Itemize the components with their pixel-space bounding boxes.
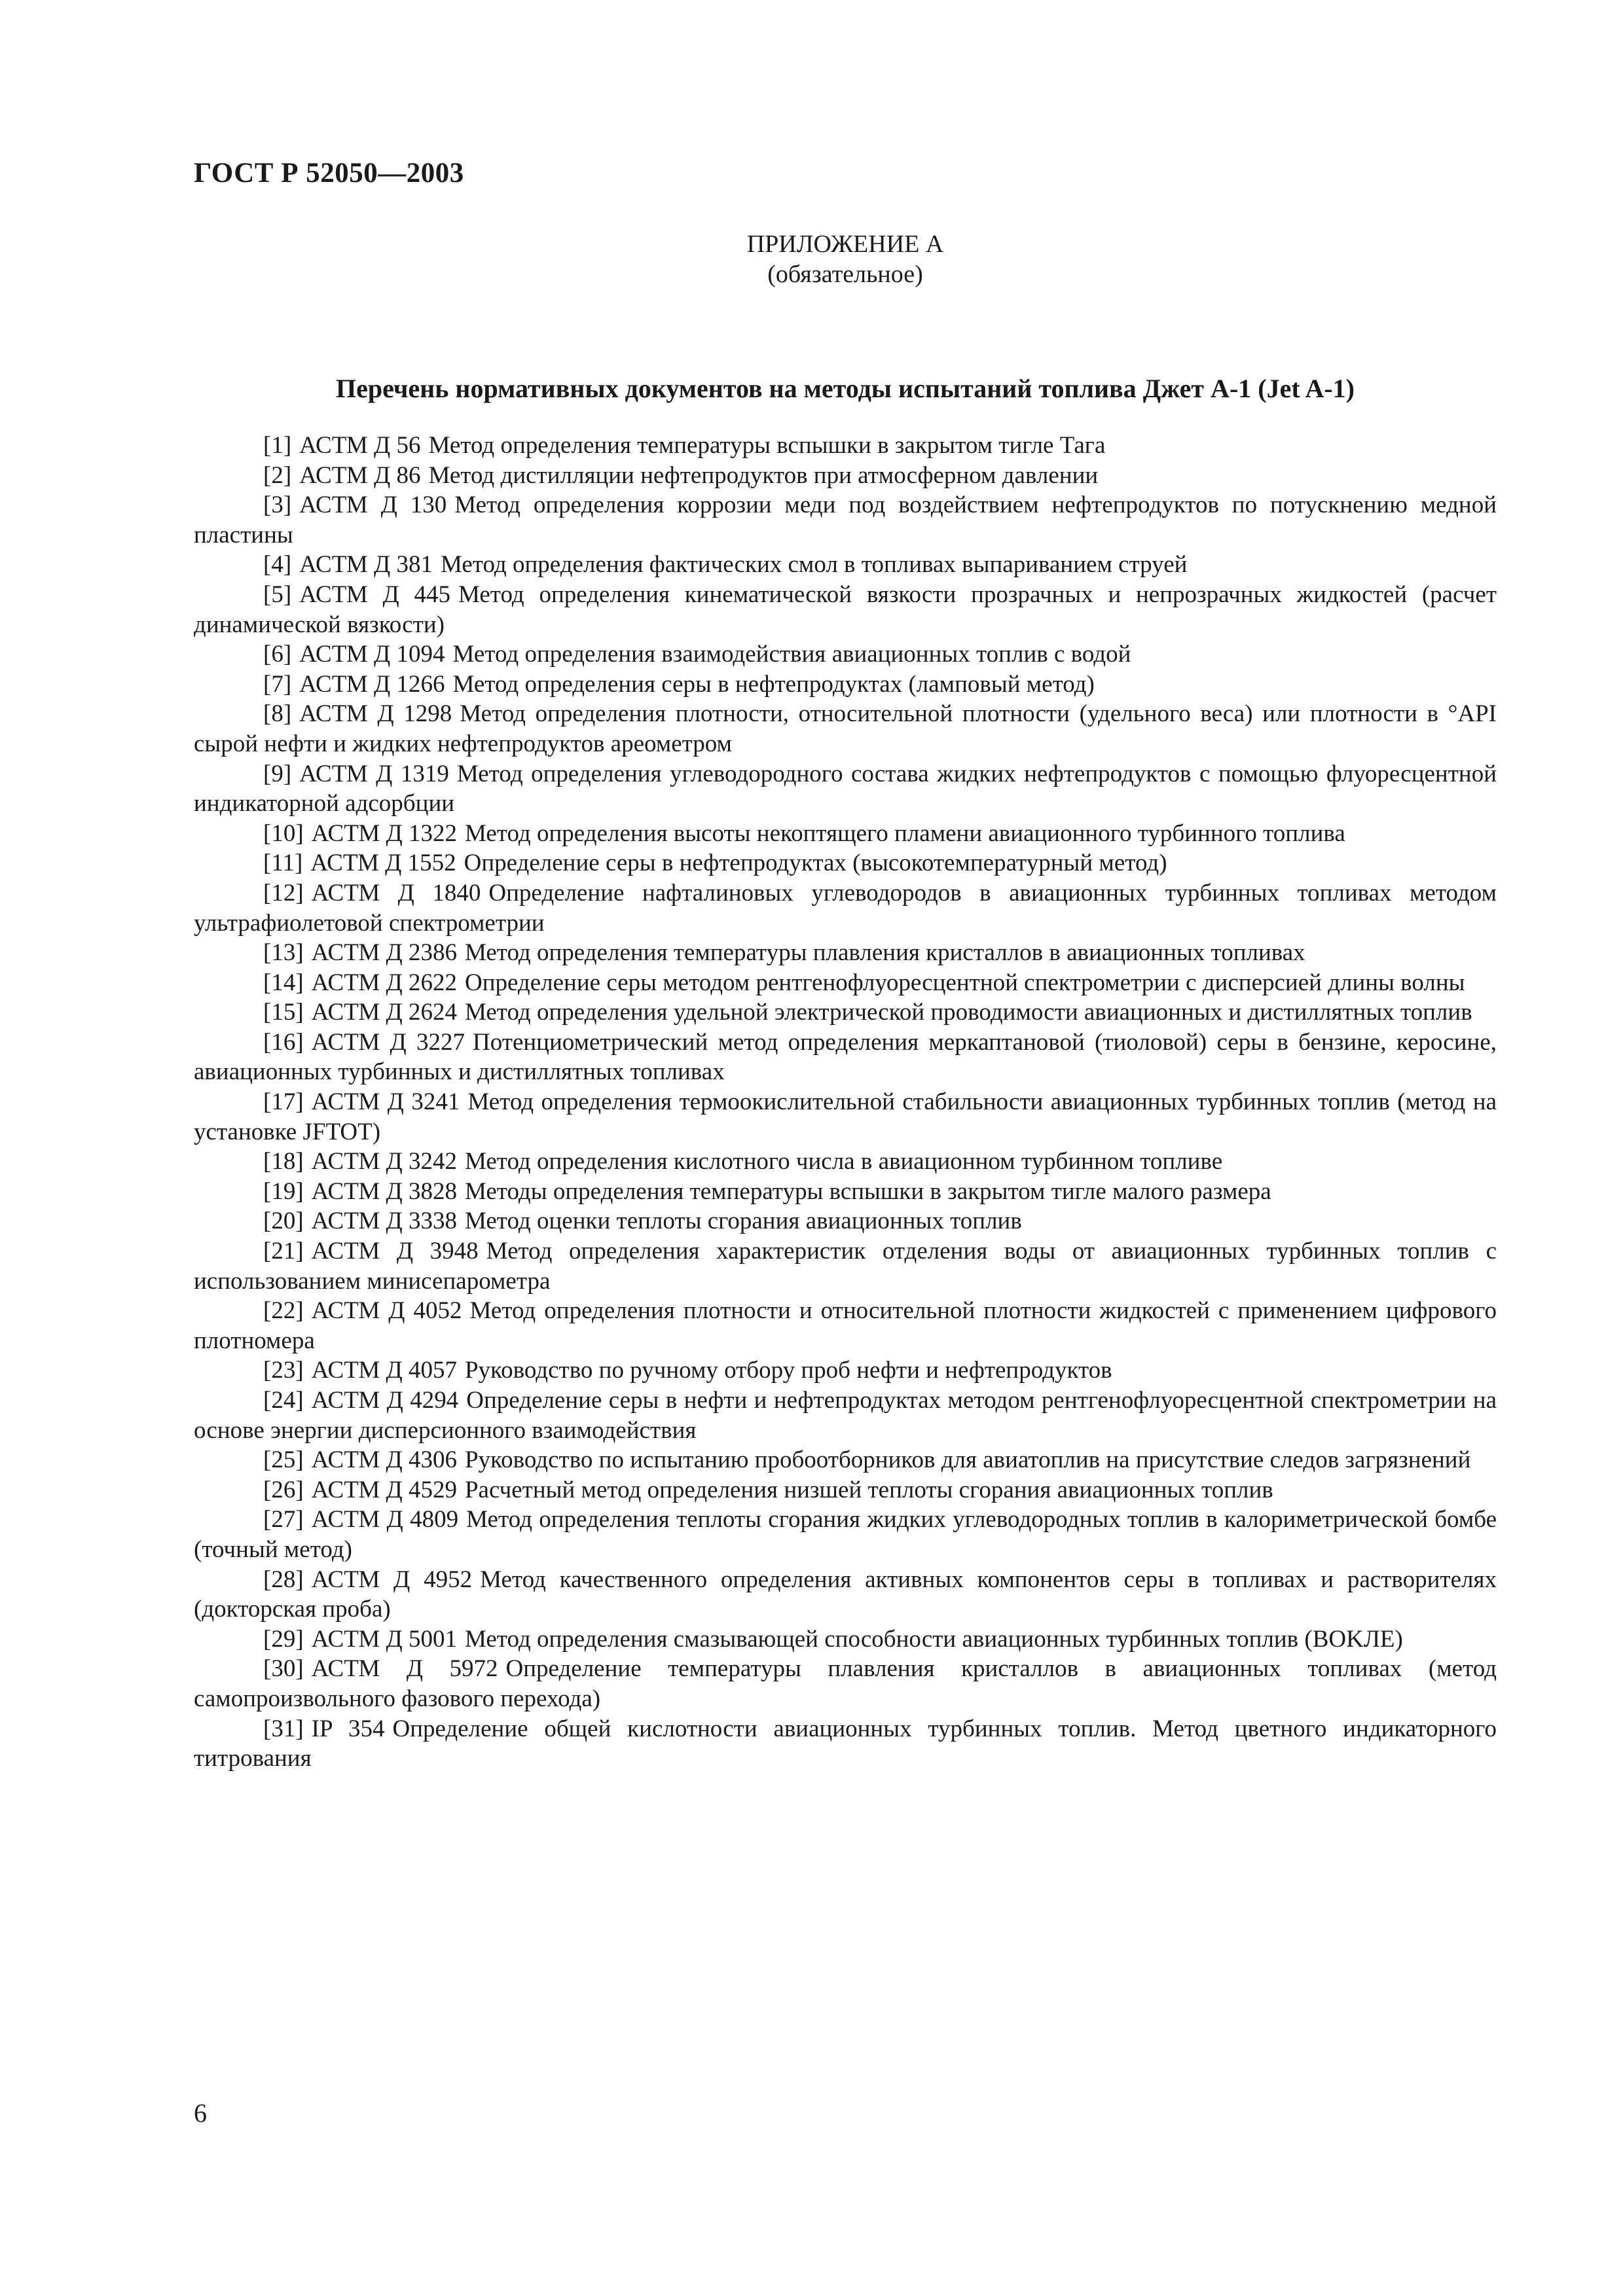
reference-number: [7] [263, 670, 292, 698]
reference-item [194, 1714, 1497, 1774]
reference-number: [13] [263, 939, 304, 967]
reference-title: Определение серы в нефти и нефтепродуктах методом рентгенофлуоресцентной спектрометрии на основе энергии дисперсионного взаимодействия [194, 1387, 1497, 1444]
reference-number: [31] [263, 1715, 304, 1742]
reference-number: [24] [263, 1387, 304, 1414]
reference-item [194, 1028, 1497, 1087]
reference-standard: АСТМ Д 3828 [311, 1177, 457, 1205]
reference-standard: АСТМ Д 4306 [311, 1446, 457, 1474]
reference-title: Метод определения температуры вспышки в закрытом тигле Тага [428, 432, 1106, 459]
reference-item [194, 1505, 1497, 1564]
reference-number: [17] [263, 1088, 304, 1116]
reference-number: [27] [263, 1506, 304, 1534]
reference-item [194, 1087, 1497, 1147]
reference-item [194, 848, 1497, 878]
reference-standard: АСТМ Д 4952 [311, 1566, 473, 1593]
reference-standard: АСТМ Д 3241 [311, 1088, 460, 1116]
reference-standard: АСТМ Д 1094 [299, 641, 445, 668]
reference-item [194, 938, 1497, 968]
reference-item [194, 1355, 1497, 1386]
reference-number: [12] [263, 879, 304, 906]
reference-standard: АСТМ Д 1840 [311, 879, 481, 906]
reference-title: Метод определения кинематической вязкости прозрачных и непрозрачных жидкостей (расчет динамической вязкости) [194, 581, 1497, 638]
reference-standard: АСТМ Д 4294 [311, 1387, 459, 1414]
reference-list [194, 431, 1497, 1774]
reference-item [194, 1236, 1497, 1296]
reference-standard: АСТМ Д 5001 [311, 1625, 457, 1653]
reference-standard: АСТМ Д 4529 [311, 1476, 457, 1503]
reference-standard: АСТМ Д 1552 [310, 850, 456, 877]
reference-title: Расчетный метод определения низшей теплоты сгорания авиационных топлив [464, 1476, 1273, 1503]
reference-item [194, 1206, 1497, 1236]
reference-title: Метод определения удельной электрической проводимости авиационных и дистиллятных топлив [464, 999, 1472, 1026]
reference-item [194, 580, 1497, 639]
reference-number: [25] [263, 1446, 304, 1474]
reference-title: Метод оценки теплоты сгорания авиационных топлив [464, 1208, 1022, 1235]
reference-title: Определение температуры плавления кристаллов в авиационных топливах (метод самопроизвольного фазового перехода) [194, 1655, 1497, 1712]
reference-title: Метод определения термоокислительной стабильности авиационных турбинных топлив (метод на установке JFTOT) [194, 1088, 1497, 1145]
reference-number: [23] [263, 1357, 304, 1384]
reference-number: [4] [263, 551, 292, 579]
reference-title: Определение серы методом рентгенофлуоресцентной спектрометрии с дисперсией длины волны [464, 969, 1465, 996]
reference-number: [10] [263, 819, 304, 847]
reference-item [194, 639, 1497, 670]
reference-item [194, 1177, 1497, 1207]
reference-standard: АСТМ Д 4057 [311, 1357, 457, 1384]
reference-number: [6] [263, 641, 292, 668]
reference-number: [2] [263, 461, 292, 489]
reference-item [194, 997, 1497, 1028]
reference-title: Метод определения смазывающей способности авиационных турбинных топлив (BOKЛE) [464, 1625, 1403, 1653]
reference-standard: АСТМ Д 1266 [299, 670, 445, 698]
reference-number: [22] [263, 1297, 304, 1325]
document-code: ГОСТ Р 52050—2003 [194, 158, 464, 188]
reference-item [194, 461, 1497, 491]
reference-item [194, 550, 1497, 580]
reference-standard: АСТМ Д 381 [299, 551, 433, 579]
reference-number: [14] [263, 969, 304, 996]
reference-title: Определение общей кислотности авиационных турбинных топлив. Метод цветного индикаторного титрования [194, 1715, 1497, 1772]
reference-number: [18] [263, 1148, 304, 1175]
reference-number: [3] [263, 492, 292, 519]
reference-item [194, 431, 1497, 461]
reference-item [194, 759, 1497, 819]
reference-number: [20] [263, 1208, 304, 1235]
reference-number: [28] [263, 1566, 304, 1593]
list-title: Перечень нормативных документов на методы испытаний топлива Джет А-1 (Jet A-1) [336, 374, 1355, 403]
page-number: 6 [194, 2098, 207, 2128]
reference-number: [29] [263, 1625, 304, 1653]
reference-title: Метод определения характеристик отделения воды от авиационных турбинных топлив с использованием минисепарометра [194, 1238, 1497, 1295]
reference-standard: АСТМ Д 3242 [311, 1148, 457, 1175]
reference-item [194, 1296, 1497, 1355]
reference-title: Метод определения плотности и относительной плотности жидкостей с применением цифрового плотномера [194, 1297, 1497, 1354]
appendix-status: (обязательное) [767, 260, 923, 288]
reference-item [194, 1624, 1497, 1655]
reference-item [194, 490, 1497, 550]
reference-number: [8] [263, 700, 292, 728]
reference-number: [26] [263, 1476, 304, 1503]
reference-standard: АСТМ Д 1298 [299, 700, 452, 728]
reference-title: Руководство по ручному отбору проб нефти и нефтепродуктов [464, 1357, 1112, 1384]
reference-item [194, 1386, 1497, 1445]
reference-standard: АСТМ Д 56 [299, 432, 421, 459]
reference-standard: АСТМ Д 2622 [311, 969, 457, 996]
reference-title: Метод определения высоты некоптящего пламени авиационного турбинного топлива [464, 819, 1345, 847]
reference-title: Определение нафталиновых углеводородов в авиационных турбинных топливах методом ультрафиолетовой спектрометрии [194, 879, 1497, 937]
reference-standard: АСТМ Д 3338 [311, 1208, 457, 1235]
reference-title: Методы определения температуры вспышки в закрытом тигле малого размера [464, 1177, 1271, 1205]
reference-item [194, 1475, 1497, 1505]
reference-title: Руководство по испытанию пробоотборников для авиатоплив на присутствие следов загрязнений [464, 1446, 1471, 1474]
reference-title: Метод определения фактических смол в топливах выпариванием струей [440, 551, 1188, 579]
reference-standard: АСТМ Д 86 [299, 461, 421, 489]
reference-item [194, 968, 1497, 998]
reference-title: Метод дистилляции нефтепродуктов при атмосферном давлении [428, 461, 1099, 489]
reference-title: Метод определения серы в нефтепродуктах (ламповый метод) [452, 670, 1095, 698]
reference-number: [19] [263, 1177, 304, 1205]
reference-title: Определение серы в нефтепродуктах (высокотемпературный метод) [464, 850, 1167, 877]
reference-title: Метод определения взаимодействия авиационных топлив с водой [452, 641, 1131, 668]
reference-number: [1] [263, 432, 292, 459]
reference-standard: IP 354 [311, 1715, 385, 1742]
reference-item [194, 878, 1497, 938]
reference-item [194, 1565, 1497, 1624]
reference-title: Метод определения температуры плавления кристаллов в авиационных топливах [464, 939, 1305, 967]
reference-title: Метод определения углеводородного состава жидких нефтепродуктов с помощью флуоресцентной индикаторной адсорбции [194, 760, 1497, 817]
reference-standard: АСТМ Д 2386 [311, 939, 457, 967]
reference-number: [16] [263, 1028, 304, 1056]
reference-item [194, 1654, 1497, 1713]
reference-number: [30] [263, 1655, 304, 1683]
reference-standard: АСТМ Д 1322 [311, 819, 457, 847]
reference-standard: АСТМ Д 4809 [311, 1506, 459, 1534]
reference-title: Метод определения кислотного числа в авиационном турбинном топливе [464, 1148, 1223, 1175]
reference-standard: АСТМ Д 1319 [299, 760, 449, 787]
reference-number: [21] [263, 1238, 304, 1265]
reference-standard: АСТМ Д 3948 [311, 1238, 479, 1265]
reference-number: [5] [263, 581, 292, 608]
reference-title: Метод определения плотности, относительной плотности (удельного веса) или плотности в °API сырой нефти и жидких нефтепродуктов ареометром [194, 700, 1497, 757]
reference-title: Потенциометрический метод определения меркаптановой (тиоловой) серы в бензине, керосине, авиационных турбинных и дистиллятных топливах [194, 1028, 1497, 1086]
reference-item [194, 670, 1497, 700]
reference-title: Метод определения коррозии меди под воздействием нефтепродуктов по потускнению медной пластины [194, 492, 1497, 548]
reference-standard: АСТМ Д 445 [299, 581, 450, 608]
reference-standard: АСТМ Д 2624 [311, 999, 457, 1026]
reference-title: Метод определения теплоты сгорания жидких углеводородных топлив в калориметрической бомбе (точный метод) [194, 1506, 1497, 1563]
appendix-heading [194, 229, 1497, 289]
appendix-label: ПРИЛОЖЕНИЕ А [746, 230, 944, 258]
reference-item [194, 1147, 1497, 1177]
reference-standard: АСТМ Д 3227 [311, 1028, 465, 1056]
reference-title: Метод качественного определения активных компонентов серы в топливах и растворителях (докторская проба) [194, 1566, 1497, 1623]
reference-standard: АСТМ Д 4052 [311, 1297, 462, 1325]
reference-standard: АСТМ Д 5972 [311, 1655, 498, 1683]
reference-number: [9] [263, 760, 292, 787]
reference-number: [11] [263, 850, 303, 877]
reference-number: [15] [263, 999, 304, 1026]
reference-item [194, 1445, 1497, 1475]
reference-item [194, 819, 1497, 849]
reference-standard: АСТМ Д 130 [299, 492, 447, 519]
reference-item [194, 699, 1497, 759]
